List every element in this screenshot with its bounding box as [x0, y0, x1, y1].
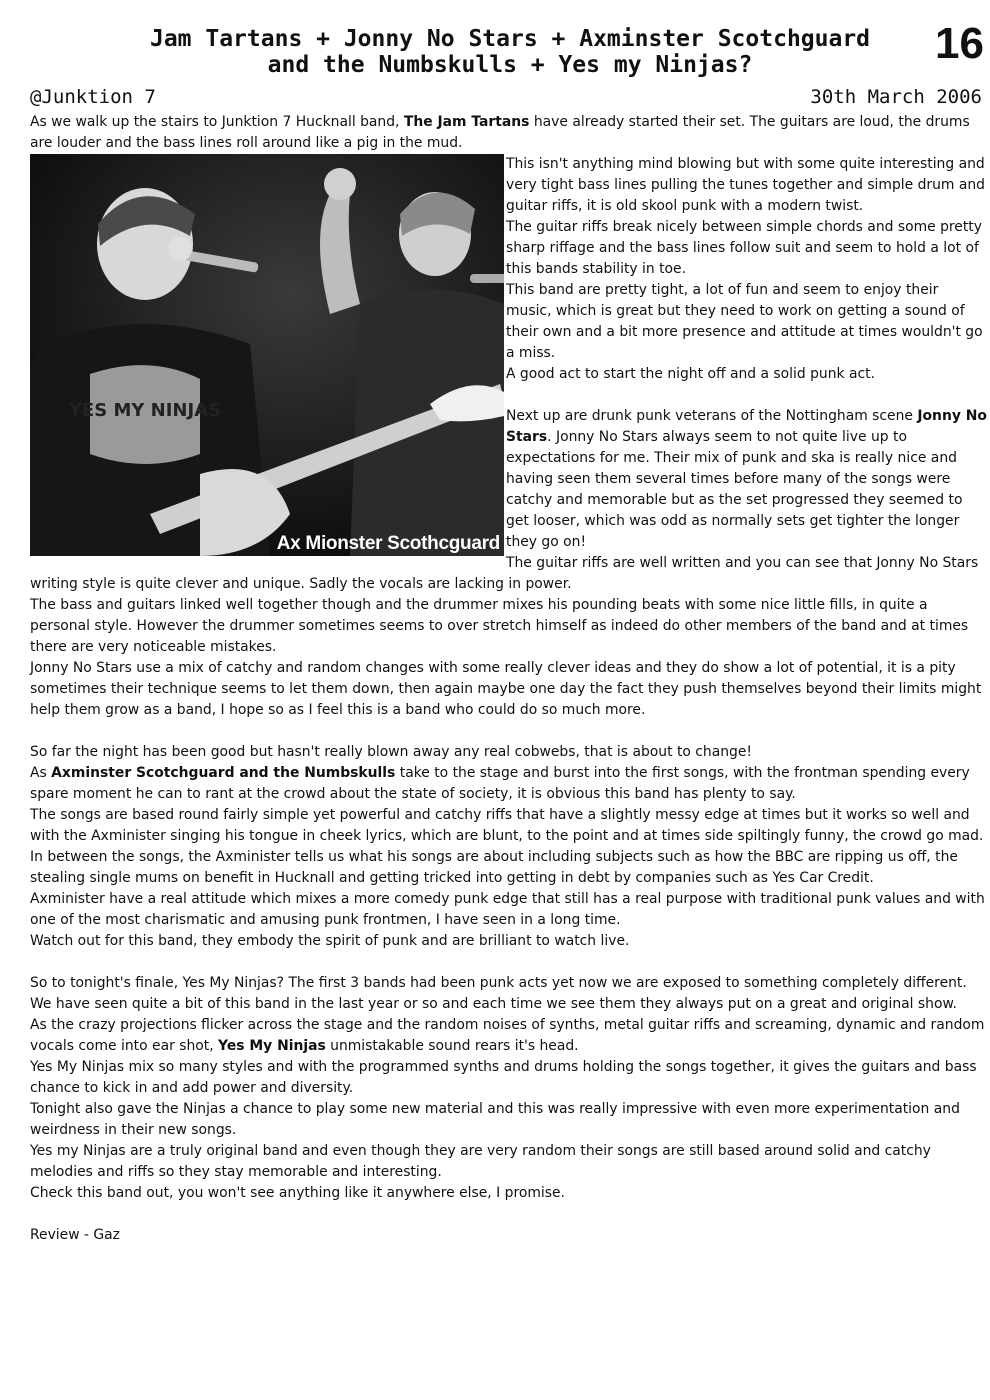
band-name: Jonny No Stars	[506, 408, 987, 445]
paragraph: This isn't anything mind blowing but with some quite interesting and very tight bass lines pulling the tunes together and simple drum and guitar riffs, it is old skool punk with a modern twist.	[506, 156, 985, 214]
paragraph: We have seen quite a bit of this band in the last year or so and each time we see them they always put on a great and original show.	[30, 996, 957, 1012]
gig-date: 30th March 2006	[810, 86, 982, 108]
band-name: Yes My Ninjas	[218, 1038, 326, 1054]
paragraph: The guitar riffs break nicely between simple chords and some pretty sharp riffage and the bass lines follow suit and seem to hold a lot of this bands stability in toe.	[506, 219, 982, 277]
band-name: The Jam Tartans	[403, 114, 530, 130]
paragraph: As we walk up the stairs to Junktion 7 Hucknall band, The Jam Tartans have already started their set. The guitars are loud, the drums are louder and the bass lines roll around like a pig in the mud.	[30, 114, 970, 151]
paragraph: Yes My Ninjas mix so many styles and with the programmed synths and drums holding the songs together, it gives the guitars and bass chance to kick in and add power and diversity.	[30, 1059, 977, 1096]
band-name: Axminster Scotchguard and the Numbskulls	[51, 765, 396, 781]
paragraph: The bass and guitars linked well together though and the drummer mixes his pounding beats with some nice little fills, in quite a personal style. However the drummer sometimes seems to over stretch himself as indeed do other members of the band and at times there are very noticeable mistakes.	[30, 597, 969, 655]
title-line-1: Jam Tartans + Jonny No Stars + Axminster Scotchguard	[149, 26, 871, 52]
paragraph: As Axminster Scotchguard and the Numbskulls take to the stage and burst into the first songs, with the frontman spending every spare moment he can to rant at the crowd about the state of society, it is obvious this band has plenty to say.	[30, 765, 970, 802]
paragraph: In between the songs, the Axminister tells us what his songs are about including subjects such as how the BBC are ripping us off, the stealing single mums on benefit in Hucknall and getting tricked into getting in debt by companies such as Yes Car Credit.	[30, 849, 958, 886]
paragraph: As the crazy projections flicker across the stage and the random noises of synths, metal guitar riffs and screaming, dynamic and random vocals come into ear shot, Yes My Ninjas unmistakable sound rears it's head.	[30, 1017, 985, 1054]
paragraph: Tonight also gave the Ninjas a chance to play some new material and this was really impressive with even more experimentation and weirdness in their new songs.	[30, 1101, 960, 1138]
paragraph: So far the night has been good but hasn't really blown away any real cobwebs, that is about to change!	[30, 744, 752, 760]
shirt-text: YES MY NINJAS	[68, 400, 222, 421]
paragraph: The songs are based round fairly simple yet powerful and catchy riffs that have a slightly messy edge at times but it works so well and with the Axminister singing his tongue in cheek lyrics, which are blunt, to the point and at times side spiltingly funny, the crowd go mad.	[30, 807, 984, 844]
paragraph: Axminister have a real attitude which mixes a more comedy punk edge that still has a real purpose with traditional punk values and with one of the most charismatic and amusing punk frontmen, I have seen in a long time.	[30, 891, 985, 928]
review-body	[30, 112, 988, 1246]
photo-illustration	[30, 154, 504, 556]
venue: @Junktion 7	[30, 86, 156, 108]
paragraph: Yes my Ninjas are a truly original band and even though they are very random their songs are still based around solid and catchy melodies and riffs so they stay memorable and interesting.	[30, 1143, 931, 1180]
paragraph: Check this band out, you won't see anything like it anywhere else, I promise.	[30, 1185, 565, 1201]
page-number: 16	[935, 19, 984, 68]
paragraph: The guitar riffs are well written and you can see that Jonny No Stars writing style is quite clever and unique. Sadly the vocals are lacking in power.	[30, 555, 979, 592]
title-line-2: and the Numbskulls + Yes my Ninjas?	[267, 52, 753, 78]
paragraph: So to tonight's finale, Yes My Ninjas? The first 3 bands had been punk acts yet now we are exposed to something completely different.	[30, 975, 967, 991]
paragraph: Watch out for this band, they embody the spirit of punk and are brilliant to watch live.	[30, 933, 630, 949]
paragraph: This band are pretty tight, a lot of fun and seem to enjoy their music, which is great but they need to work on getting a sound of their own and a bit more presence and attitude at times wouldn't go a miss.	[506, 282, 983, 361]
paragraph: Jonny No Stars use a mix of catchy and random changes with some really clever ideas and they do show a lot of potential, it is a pity sometimes their technique seems to let them down, then again maybe one day the fact they push themselves beyond their limits might help them grow as a band, I hope so as I feel this is a band who could do so much more.	[30, 660, 982, 718]
band-photo	[30, 154, 504, 556]
paragraph: A good act to start the night off and a solid punk act.	[506, 366, 876, 382]
page-title	[90, 26, 930, 78]
photo-caption: Ax Mionster Scothcguard	[276, 533, 500, 554]
paragraph: Next up are drunk punk veterans of the Nottingham scene Jonny No Stars. Jonny No Stars always seem to not quite live up to expectations for me. Their mix of punk and ska is really nice and having seen them several times before many of the songs were catchy and memorable but as the set progressed they seemed to get looser, which was odd as normally sets get tighter the longer they go on!	[506, 408, 987, 550]
review-signoff: Review - Gaz	[30, 1227, 120, 1243]
